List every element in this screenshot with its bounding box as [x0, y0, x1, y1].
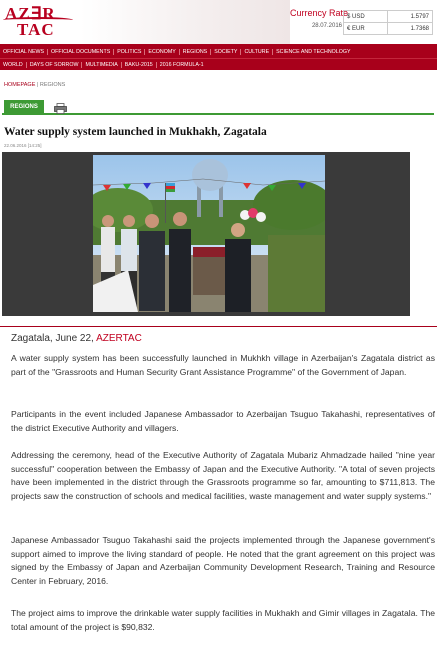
currency-code: € EUR [344, 23, 388, 35]
nav-item-society[interactable]: SOCIETY [214, 48, 238, 55]
dateline-agency[interactable]: AZERTAC [96, 333, 142, 344]
currency-rate-date: 28.07.2016 [311, 23, 342, 29]
currency-row [344, 23, 433, 35]
currency-rate-box [290, 8, 349, 38]
currency-row [344, 11, 433, 23]
nav-item-multimedia[interactable]: MULTIMEDIA [85, 62, 118, 68]
breadcrumb [4, 82, 65, 88]
main-nav [0, 44, 437, 70]
nav-item-regions[interactable]: REGIONS [182, 48, 208, 55]
nav-item-science-technology[interactable]: SCIENCE AND TECHNOLOGY [276, 48, 351, 55]
article-photo[interactable] [93, 155, 325, 312]
breadcrumb-home-link[interactable]: HOMEPAGE [4, 82, 36, 88]
logo-text-top: AZ∃R [5, 4, 56, 23]
article-paragraph: Addressing the ceremony, head of the Executive Authority of Zagatala Mubariz Ahmadzade hailed "nine year successful" cooperation between the Embassy of Japan and the Executive Authority. "A total of seven projects have been implemented in the district through the Grassroots programme so far, amounting to $711,813. The projects saw the construction of schools and medical facilities, waste management and water supply systems." [11, 450, 435, 501]
breadcrumb-current[interactable]: REGIONS [39, 82, 66, 88]
nav-item-formula-1[interactable]: 2016 FORMULA-1 [159, 62, 204, 68]
azertac-logo[interactable] [3, 2, 73, 42]
nav-item-days-of-sorrow[interactable]: DAYS OF SORROW [29, 62, 79, 68]
content-divider [0, 326, 437, 327]
article-dateline [11, 333, 142, 344]
nav-item-baku-2015[interactable]: BAKU-2015 [124, 62, 153, 68]
currency-code: $ USD [344, 11, 388, 23]
article-paragraph: Participants in the event included Japanese Ambassador to Azerbaijan Tsuguo Takahashi, representatives of the district Executive Authority and villagers. [11, 409, 435, 433]
site-header [0, 0, 437, 44]
tab-regions[interactable]: REGIONS [4, 100, 44, 113]
section-tabbar [2, 100, 434, 115]
article-title: Water supply system launched in Mukhakh, Zagatala [4, 126, 267, 138]
currency-value: 1.5797 [387, 11, 432, 23]
print-icon[interactable] [54, 101, 67, 112]
currency-rate-title: Currency Rate [290, 8, 349, 18]
article-paragraph: A water supply system has been successfully launched in Mukhkh village in Azerbaijan's Zagatala district as part of the "Grassroots and Human Security Grant Assistance Programme" of the Government of Japan. [11, 353, 435, 377]
nav-item-official-documents[interactable]: OFFICIAL DOCUMENTS [51, 48, 111, 55]
nav-item-politics[interactable]: POLITICS [117, 48, 142, 55]
nav-row-primary [0, 45, 353, 58]
article-paragraph: The project aims to improve the drinkable water supply facilities in Mukhakh and Gimir villages in Zagatala. The total amount of the project is $90,832. [11, 608, 435, 632]
photo-frame [2, 152, 410, 316]
nav-item-economy[interactable]: ECONOMY [148, 48, 176, 55]
dateline-place: Zagatala, June 22, [11, 333, 97, 344]
nav-row-secondary [0, 58, 437, 71]
header-banner [80, 0, 290, 44]
currency-value: 1.7368 [387, 23, 432, 35]
currency-rate-table [343, 10, 433, 35]
nav-item-official-news[interactable]: OFFICIAL NEWS [3, 48, 45, 55]
breadcrumb-separator: | [35, 82, 40, 88]
nav-item-culture[interactable]: CULTURE [244, 48, 270, 55]
nav-item-world[interactable]: WORLD [3, 62, 23, 68]
logo-text-bottom: TAC [17, 20, 55, 39]
article-date: 22.06.2016 [14:25] [4, 143, 42, 148]
article-paragraph: Japanese Ambassador Tsuguo Takahashi said the projects implemented through the Japanese government's support aimed to improve the living standard of people. He noted that the grant agreement on this project was signed by the Embassy of Japan and Azerbaijan Community Development Research, Training and Resource Center in February, 2016. [11, 535, 435, 586]
